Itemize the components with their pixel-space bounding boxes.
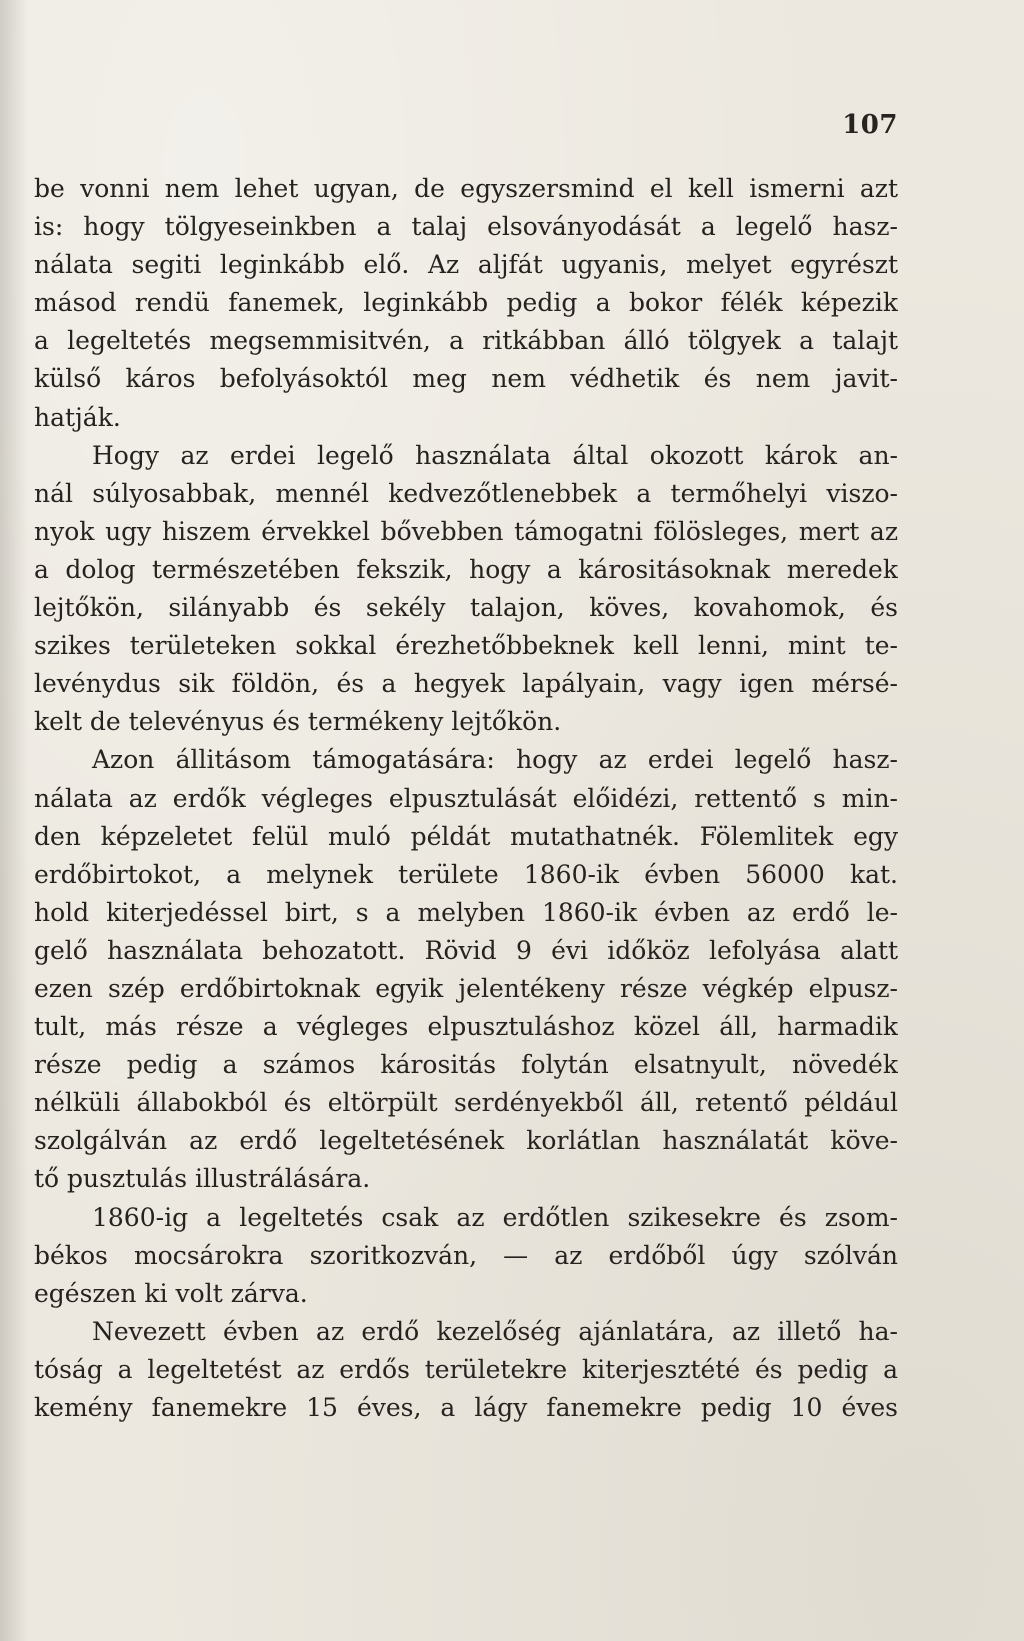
text-line: szikes területeken sokkal érezhetőbbeknek kell lenni, mint te- [34, 631, 898, 661]
text-line: gelő használata behozatott. Rövid 9 évi időköz lefolyása alatt [34, 935, 898, 965]
paragraph-end-line: egészen ki volt zárva. [34, 1278, 308, 1308]
binding-shadow [0, 0, 28, 1641]
text-line: is: hogy tölgyeseinkben a talaj elsoványodását a legelő hasz- [34, 212, 898, 242]
text-line: levénydus sik földön, és a hegyek lapályain, vagy igen mérsé- [34, 669, 898, 699]
body-text [34, 170, 898, 1427]
text-line: külső káros befolyásoktól meg nem védhetik és nem javit- [34, 364, 898, 394]
text-line: erdőbirtokot, a melynek területe 1860-ik évben 56000 kat. [34, 859, 898, 889]
paragraph-end-line: kelt de televényus és termékeny lejtőkön. [34, 707, 562, 737]
text-line: lejtőkön, silányabb és sekély talajon, köves, kovahomok, és [34, 593, 898, 623]
paragraph-first-line: 1860-ig a legeltetés csak az erdőtlen szikesekre és zsom- [92, 1202, 898, 1232]
text-line: ezen szép erdőbirtoknak egyik jelentékeny része végkép elpusz- [34, 973, 898, 1003]
text-line: tóság a legeltetést az erdős területekre kiterjesztété és pedig a [34, 1354, 898, 1384]
text-line: nélküli állabokból és eltörpült serdényekből áll, retentő például [34, 1088, 898, 1118]
text-line: tult, más része a végleges elpusztuláshoz közel áll, harmadik [34, 1012, 898, 1042]
text-line: be vonni nem lehet ugyan, de egyszersmind el kell ismerni azt [34, 174, 898, 203]
text-line: hold kiterjedéssel birt, s a melyben 1860-ik évben az erdő le- [34, 897, 898, 927]
page-number: 107 [842, 110, 898, 140]
paragraph-end-line: tő pusztulás illustrálására. [34, 1164, 371, 1194]
text-line: része pedig a számos kárositás folytán elsatnyult, növedék [34, 1050, 898, 1080]
text-line: szolgálván az erdő legeltetésének korlátlan használatát köve- [34, 1126, 898, 1156]
text-line: kemény fanemekre 15 éves, a lágy fanemekre pedig 10 éves [34, 1393, 898, 1422]
text-line: nyok ugy hiszem érvekkel bővebben támogatni fölösleges, mert az [34, 516, 898, 546]
paragraph-end-line: hatják. [34, 402, 121, 432]
text-line: másod rendü fanemek, leginkább pedig a bokor félék képezik [34, 288, 898, 318]
text-line: békos mocsárokra szoritkozván, — az erdőből úgy szólván [34, 1240, 898, 1270]
paragraph-first-line: Azon állitásom támogatására: hogy az erdei legelő hasz- [92, 745, 898, 775]
text-line: nál súlyosabbak, mennél kedvezőtlenebbek a termőhelyi viszo- [34, 478, 898, 508]
text-line: den képzeletet felül muló példát mutathatnék. Fölemlitek egy [34, 821, 898, 851]
paragraph-first-line: Hogy az erdei legelő használata által okozott károk an- [92, 440, 898, 470]
paragraph-first-line: Nevezett évben az erdő kezelőség ajánlatára, az illető ha- [92, 1316, 898, 1346]
text-line: a legeltetés megsemmisitvén, a ritkábban álló tölgyek a talajt [34, 326, 898, 356]
text-line: a dolog természetében fekszik, hogy a kárositásoknak meredek [34, 554, 898, 584]
text-line: nálata segiti leginkább elő. Az aljfát ugyanis, melyet egyrészt [34, 250, 898, 280]
text-line: nálata az erdők végleges elpusztulását előidézi, rettentő s min- [34, 783, 898, 813]
